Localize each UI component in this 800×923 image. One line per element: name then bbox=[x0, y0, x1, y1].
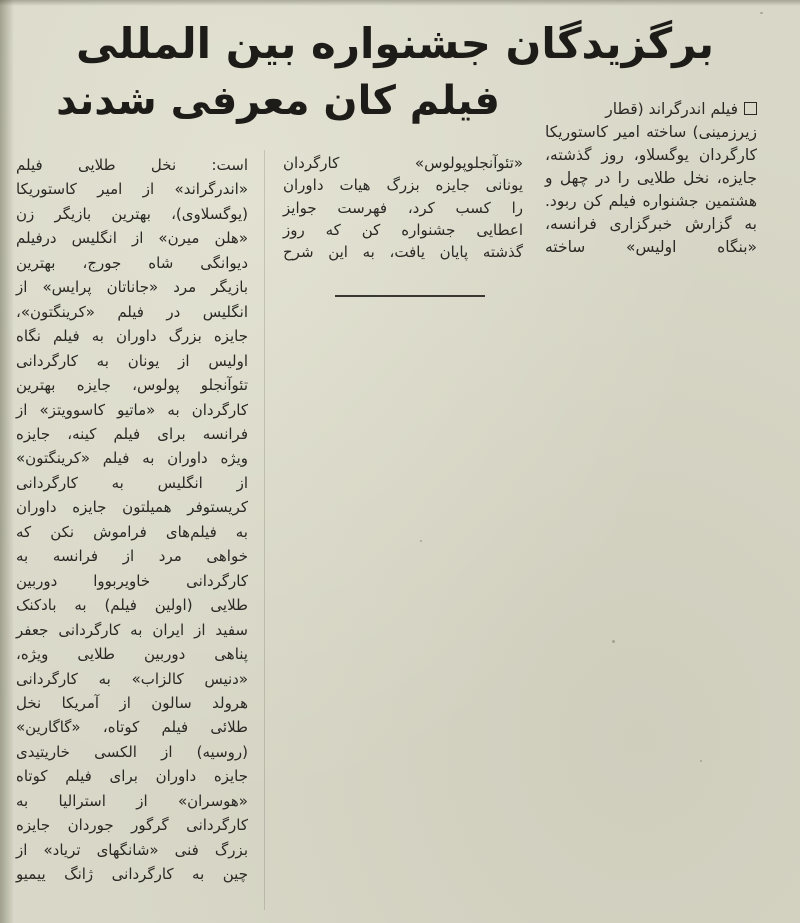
section-separator bbox=[335, 295, 485, 297]
text-line: جایزه داوران برای فیلم کوتاه bbox=[16, 767, 248, 786]
paper-speck bbox=[700, 760, 702, 762]
text-line: «هلن میرن» از انگلیس درفیلم bbox=[16, 229, 248, 248]
text-line: است: نخل طلایی فیلم bbox=[16, 156, 248, 174]
text-line: بازیگر مرد «جاناتان پرایس» از bbox=[16, 278, 248, 297]
article-column-left bbox=[16, 153, 248, 887]
text-line: فرانسه برای فیلم کینه، جایزه bbox=[16, 424, 248, 443]
text-line: طلایی (اولین فیلم) به بادکنک bbox=[16, 596, 248, 615]
text-line: به فیلم‌های فراموش نکن که bbox=[16, 522, 248, 541]
column-divider bbox=[264, 150, 265, 910]
text-line: جایزه بزرگ داوران به فیلم نگاه bbox=[16, 327, 248, 346]
text-line: طلائی فیلم کوتاه، «گاگارین» bbox=[16, 718, 248, 737]
text-line: بزرگ فنی «شانگهای تریاد» از bbox=[16, 840, 248, 859]
page-edge-shadow bbox=[0, 0, 14, 923]
text-line: کریستوفر همیلتون جایزه داوران bbox=[16, 498, 248, 517]
text-line: «بنگاه اولیس» ساخته bbox=[545, 238, 757, 256]
text-line: «هوسران» از استرالیا به bbox=[16, 791, 248, 810]
text-line: خواهی مرد از فرانسه به bbox=[16, 547, 248, 566]
text-line: هشتمین جشنواره فیلم کن ربود. bbox=[545, 192, 757, 210]
article-column-middle bbox=[283, 152, 523, 263]
text-line: هرولد سالون از آمریکا نخل bbox=[16, 693, 248, 712]
paper-speck bbox=[760, 12, 763, 14]
paper-speck bbox=[612, 640, 615, 643]
text-line: سفید از ایران به کارگردانی جعفر bbox=[16, 620, 248, 639]
text-line: «تئوآنجلوپولوس» کارگردان bbox=[283, 154, 523, 172]
text-line: کارگردانی خاویربووا دوربین bbox=[16, 571, 248, 590]
text-line: زیرزمینی) ساخته امیر کاستوریکا bbox=[545, 123, 757, 141]
article-column-right bbox=[545, 98, 757, 259]
headline-line-1: برگزیدگان جشنواره بین المللی bbox=[75, 19, 715, 68]
headline-line-2: فیلم کان معرفی شدند bbox=[56, 78, 500, 124]
text-line: اولیس از یونان به کارگردانی bbox=[16, 351, 248, 370]
text-line: انگلیس در فیلم «کرینگتون»، bbox=[16, 302, 248, 321]
text-line: «دنیس کالزاب» به کارگردانی bbox=[16, 669, 248, 688]
text-line: پناهی دوربین طلایی ویژه، bbox=[16, 645, 248, 664]
text-line: کارگردانی گرگور جوردان جایزه bbox=[16, 816, 248, 835]
text-line: کارگردان به «ماتیو کاسوویتز» از bbox=[16, 400, 248, 419]
square-bullet-icon bbox=[744, 102, 757, 115]
text-line: (یوگسلاوی)، بهترین بازیگر زن bbox=[16, 204, 248, 223]
text-line: دیوانگی شاه جورج، بهترین bbox=[16, 253, 248, 272]
text-line: فیلم اندرگراند (قطار bbox=[605, 100, 738, 118]
text-line: به گزارش خبرگزاری فرانسه، bbox=[545, 215, 757, 233]
text-line: از انگلیس به کارگردانی bbox=[16, 473, 248, 492]
paper-speck bbox=[420, 540, 422, 542]
text-line: ویژه داوران به فیلم «کرینگتون» bbox=[16, 449, 248, 468]
text-line: جایزه، نخل طلایی را در چهل و bbox=[545, 169, 757, 187]
text-line: چین به کارگردانی ژانگ ییمیو bbox=[16, 865, 248, 884]
text-line: اعطایی جشنواره کن که روز bbox=[283, 220, 523, 239]
text-line: یونانی جایزه بزرگ هیات داوران bbox=[283, 176, 523, 195]
text-line: را کسب کرد، فهرست جوایز bbox=[283, 198, 523, 217]
page-top-shadow bbox=[0, 0, 800, 6]
text-line: کارگردان یوگسلاو، روز گذشته، bbox=[545, 146, 757, 164]
text-line: تئوآنجلو پولوس، جایزه بهترین bbox=[16, 376, 248, 395]
text-line: «اندرگراند» از امیر کاستوریکا bbox=[16, 180, 248, 199]
text-line: (روسیه) از الکسی خاریتیدی bbox=[16, 742, 248, 761]
text-line: گذشته پایان یافت، به این شرح bbox=[283, 243, 523, 262]
